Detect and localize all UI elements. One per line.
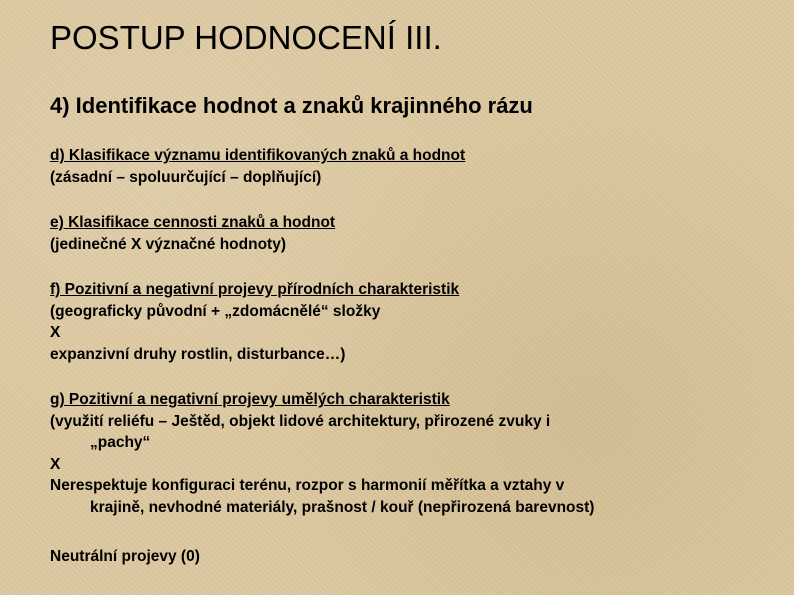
section-g bbox=[50, 389, 780, 518]
section-f bbox=[50, 279, 780, 365]
neutral-text: Neutrální projevy (0) bbox=[50, 548, 200, 565]
section-e bbox=[50, 212, 780, 255]
slide-subtitle: 4) Identifikace hodnot a znaků krajinného rázu bbox=[50, 93, 533, 118]
section-f-line: expanzivní druhy rostlin, disturbance…) bbox=[50, 345, 346, 363]
section-f-line: X bbox=[50, 324, 61, 341]
section-e-line: (jedinečné X význačné hodnoty) bbox=[50, 235, 286, 253]
section-g-line: Nerespektuje konfiguraci terénu, rozpor s harmonií měřítka a vztahy v bbox=[50, 477, 565, 494]
slide-title: POSTUP HODNOCENÍ III. bbox=[50, 19, 442, 56]
section-g-line: „pachy“ bbox=[90, 434, 151, 451]
section-e-heading: e) Klasifikace cennosti znaků a hodnot bbox=[50, 214, 336, 231]
section-g-line: X bbox=[50, 455, 61, 473]
section-f-line: (geograficky původní + „zdomácnělé“ složky bbox=[50, 302, 381, 320]
section-g-line: (využití reliéfu – Ještěd, objekt lidové architektury, přirozené zvuky i bbox=[50, 412, 551, 430]
section-g-heading: g) Pozitivní a negativní projevy umělých charakteristik bbox=[50, 391, 450, 408]
section-neutral bbox=[50, 546, 780, 568]
section-f-heading: f) Pozitivní a negativní projevy přírodních charakteristik bbox=[50, 281, 460, 298]
section-d bbox=[50, 145, 780, 188]
section-d-heading: d) Klasifikace významu identifikovaných znaků a hodnot bbox=[50, 147, 466, 164]
section-d-line: (zásadní – spoluurčující – doplňující) bbox=[50, 168, 322, 186]
section-g-line: krajině, nevhodné materiály, prašnost / kouř (nepřirozená barevnost) bbox=[90, 498, 595, 516]
